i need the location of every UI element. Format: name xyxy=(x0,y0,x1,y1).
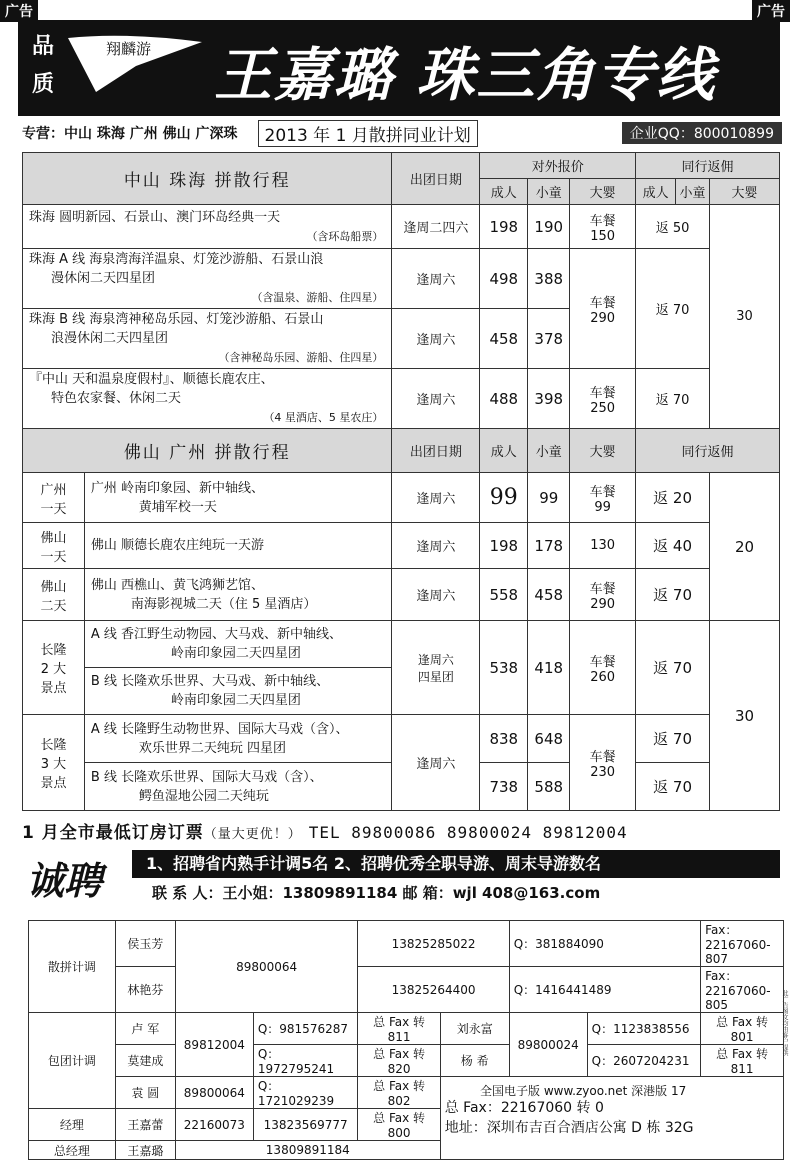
banner-title: 王嘉璐 珠三角专线 xyxy=(214,41,717,109)
big-infant-rebate-2: 20 xyxy=(710,473,780,621)
hotline: 1 月全市最低订房订票（量大更优！） TEL 89800086 89800024 89812004 xyxy=(22,823,628,843)
contacts-table: 散拼计调 侯玉芳 89800064 13825285022 Q：381884090 Fax：22167060-807 林艳芬 13825264400 Q：1416441489 Fax：22167060-805 包团计调 卢 军 89812004 Q：981576287 总 Fax 转 811 刘永富 89800024 Q：1123838556 总 Fax 转 801 莫建成 Q：1972795241 总 Fax 转 820 杨 希 Q：2607204231 总 Fax 转 811 袁 圆 89800064 Q：1721029239 总 Fax 转 802 总 Fax：22167060 转 0 地址：深圳布吉百合酒店公寓 D 栋 32G 经理 王嘉蕾 22160073 13823569777 总 Fax 转 800 总经理 王嘉璐 13809891184 xyxy=(28,920,784,1160)
plan-title: 2013 年 1 月散拼同业计划 xyxy=(258,120,478,147)
flag-logo xyxy=(66,32,206,102)
table-row: 佛山 一天 佛山 顺德长鹿农庄纯玩一天游 逢周六 198 178 130 返 40 xyxy=(23,523,780,569)
price-table: 中山 珠海 拼散行程 出团日期 对外报价 同行返佣 成人 小童 大婴 成人 小童 大婴 珠海 圆明新园、石景山、澳门环岛经典一天 （含环岛船票） 逢周二四六 198 190 车餐 150 返 50 30 珠海 A 线 海泉湾海洋温泉、灯笼沙游船、石景山浪 漫休闲二天四星团 （含温泉、游船、住四星） 逢周六 498 388 车餐 290 返 70 珠海 B 线 海泉湾神秘岛乐园、灯笼沙游船、石景山 浪漫休闲二天四星团 （含神秘岛乐园、游船、住四星） 逢周六 458 378 『中山 天和温泉度假村』、顺德长鹿农庄、 特色农家餐、休闲二天 （4 星酒店、5 星农庄） 逢周六 488 398 车餐 250 返 70 佛山 广州 拼散行程 出团日期 成人 小童 大婴 同行返佣 广州 一天 广州 岭南印象园、新中轴线、 黄埔军校一天 逢周六 99 99 车餐 99 返 20 20 佛山 一天 佛山 顺德长鹿农庄纯玩一天游 逢周六 198 178 130 返 40 佛山 二天 佛山 西樵山、黄飞鸿狮艺馆、 南海影视城二天（住 5 星酒店） 逢周六 558 458 车餐 290 返 70 长隆 2 大 景点 A 线 香江野生动物园、大马戏、新中轴线、 岭南印象园二天四星团 逢周六 四星团 538 418 车餐 260 返 70 30 B 线 长隆欢乐世界、大马戏、新中轴线、 岭南印象园二天四星团 长隆 3 大 景点 A 线 长隆野生动物世界、国际大马戏（含）、 欢乐世界二天纯玩 四星团 逢周六 838 648 车餐 230 返 70 B 线 长隆欢乐世界、国际大马戏（含）、 鳄鱼湿地公园二天纯玩 738 588 返 70 xyxy=(22,152,780,811)
recruit-section xyxy=(22,848,782,908)
head-fax: 总 Fax：22167060 转 0 xyxy=(444,1100,604,1116)
ad-tag-right: 广告 xyxy=(752,0,790,22)
table-row: 珠海 B 线 海泉湾神秘岛乐园、灯笼沙游船、石景山 浪漫休闲二天四星团 （含神秘岛乐园、游船、住四星） 逢周六 458 378 xyxy=(23,309,780,369)
quality-label: 品 质 xyxy=(31,34,54,97)
qq-badge: 企业QQ：800010899 xyxy=(622,122,782,144)
company-address: 地址：深圳布吉百合酒店公寓 D 栋 32G xyxy=(444,1120,694,1136)
big-infant-rebate-3: 30 xyxy=(710,621,780,811)
infant-header: 大婴 xyxy=(570,179,636,205)
table-row: 『中山 天和温泉度假村』、顺德长鹿农庄、 特色农家餐、休闲二天 （4 星酒店、5 星农庄） 逢周六 488 398 车餐 250 返 70 xyxy=(23,369,780,429)
big-infant-rebate-1: 30 xyxy=(710,205,780,429)
recruit-positions: 1、招聘省内熟手计调5名 2、招聘优秀全职导游、周末导游数名 xyxy=(132,850,780,878)
section1-title: 中山 珠海 拼散行程 xyxy=(23,153,392,205)
recruit-contact: 联 系 人：王小姐：13809891184 邮 箱：wjl 408@163.com xyxy=(152,884,601,902)
subline xyxy=(22,120,782,146)
table-row: 长隆 3 大 景点 A 线 长隆野生动物世界、国际大马戏（含）、 欢乐世界二天纯玩 四星团 逢周六 838 648 车餐 230 返 70 xyxy=(23,715,780,763)
child-rebate-header: 小童 xyxy=(676,179,710,205)
table-row: B 线 长隆欢乐世界、国际大马戏（含）、 鳄鱼湿地公园二天纯玩 738 588 返 70 xyxy=(23,763,780,811)
banner xyxy=(18,20,780,116)
adult-rebate-header: 成人 xyxy=(636,179,676,205)
table-row: B 线 长隆欢乐世界、大马戏、新中轴线、 岭南印象园二天四星团 xyxy=(23,668,780,715)
business-label: 专营： xyxy=(22,126,64,142)
table-row: 珠海 圆明新园、石景山、澳门环岛经典一天 （含环岛船票） 逢周二四六 198 190 车餐 150 返 50 30 xyxy=(23,205,780,249)
child-header: 小童 xyxy=(528,179,570,205)
infant-rebate-header: 大婴 xyxy=(710,179,780,205)
ad-tag-left: 广告 xyxy=(0,0,38,22)
side-disclaimer: 此广告图文均由客户提供 xyxy=(781,990,788,1056)
footer: 全国电子版 www.zyoo.net 深港版 17 xyxy=(480,1084,687,1098)
hotline-tel: TEL 89800086 89800024 89812004 xyxy=(308,823,628,842)
table-row: 长隆 2 大 景点 A 线 香江野生动物园、大马戏、新中轴线、 岭南印象园二天四星团 逢周六 四星团 538 418 车餐 260 返 70 30 xyxy=(23,621,780,668)
adult-header: 成人 xyxy=(480,179,528,205)
table-row: 珠海 A 线 海泉湾海洋温泉、灯笼沙游船、石景山浪 漫休闲二天四星团 （含温泉、游船、住四星） 逢周六 498 388 车餐 290 返 70 xyxy=(23,249,780,309)
date-header: 出团日期 xyxy=(392,153,480,205)
flag-text: 翔麟游 xyxy=(106,40,152,58)
table-row: 广州 一天 广州 岭南印象园、新中轴线、 黄埔军校一天 逢周六 99 99 车餐 99 返 20 20 xyxy=(23,473,780,523)
recruit-label: 诚聘 xyxy=(26,858,103,903)
rebate-header: 同行返佣 xyxy=(636,153,780,179)
section2-title: 佛山 广州 拼散行程 xyxy=(23,429,392,473)
business-areas: 中山 珠海 广州 佛山 广深珠 xyxy=(64,126,238,142)
table-row: 佛山 二天 佛山 西樵山、黄飞鸿狮艺馆、 南海影视城二天（住 5 星酒店） 逢周六 558 458 车餐 290 返 70 xyxy=(23,569,780,621)
public-price-header: 对外报价 xyxy=(480,153,636,179)
